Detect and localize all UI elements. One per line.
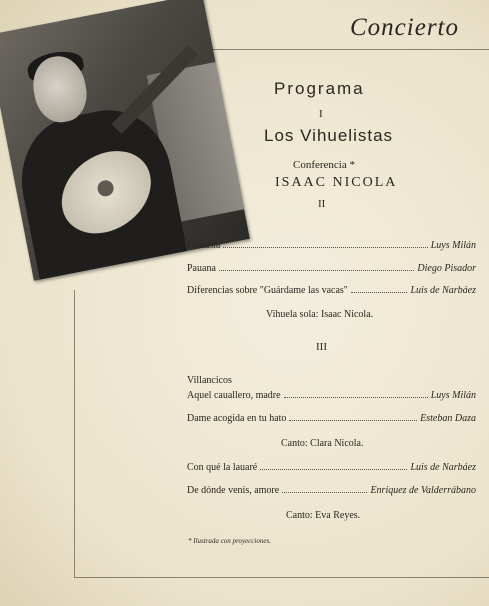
footnote: * Ilustrada con proyecciones.	[188, 537, 271, 545]
page-title: Concierto	[350, 14, 459, 41]
work-title: De dónde venís, amore	[187, 485, 280, 496]
performer-photo	[0, 0, 250, 281]
performer-credit: Canto: Clara Nicola.	[281, 438, 364, 449]
composer-name: Luis de Narbáez	[410, 462, 476, 473]
composer-name: Enriquez de Valderrábano	[370, 485, 476, 496]
program-item	[187, 485, 476, 496]
composer-name: Diego Pisador	[417, 263, 476, 274]
program-item	[187, 390, 476, 401]
leader-dots	[282, 492, 367, 493]
frame-rule-left	[74, 290, 75, 578]
composer-name: Esteban Daza	[420, 413, 476, 424]
program-item	[187, 413, 476, 424]
work-title: Dame acogida en tu hato	[187, 413, 287, 424]
program-heading: Programa	[274, 79, 365, 98]
composer-name: Luys Milán	[430, 390, 476, 401]
conference-label: Conferencia *	[293, 159, 355, 171]
performer-credit: Vihuela sola: Isaac Nicola.	[266, 309, 374, 320]
work-title: Diferencias sobre "Guárdame las vacas"	[187, 285, 348, 296]
frame-rule-bottom	[74, 577, 489, 578]
program-item	[187, 240, 476, 251]
leader-dots	[260, 469, 407, 470]
part-1-title: Los Vihuelistas	[264, 126, 394, 145]
program-item	[187, 285, 476, 296]
program-item	[187, 263, 476, 274]
leader-dots	[219, 270, 415, 271]
work-title: Pauana	[187, 263, 216, 274]
speaker-name: ISAAC NICOLA	[275, 175, 398, 190]
leader-dots	[289, 420, 417, 421]
part-2-numeral: II	[318, 198, 326, 210]
work-title: Aquel cauallero, madre	[187, 390, 281, 401]
part-1-numeral: I	[319, 108, 323, 120]
leader-dots	[284, 397, 428, 398]
program-item	[187, 462, 476, 473]
performer-credit: Canto: Eva Reyes.	[286, 510, 361, 521]
work-title: Fantasía	[187, 240, 221, 251]
section-heading: Villancicos	[187, 375, 232, 386]
composer-name: Luys Milán	[430, 240, 476, 251]
frame-rule-top	[207, 49, 489, 50]
leader-dots	[351, 292, 408, 293]
leader-dots	[223, 247, 427, 248]
composer-name: Luis de Narbáez	[410, 285, 476, 296]
work-title: Con qué la lauaré	[187, 462, 258, 473]
part-3-numeral: III	[316, 341, 327, 353]
